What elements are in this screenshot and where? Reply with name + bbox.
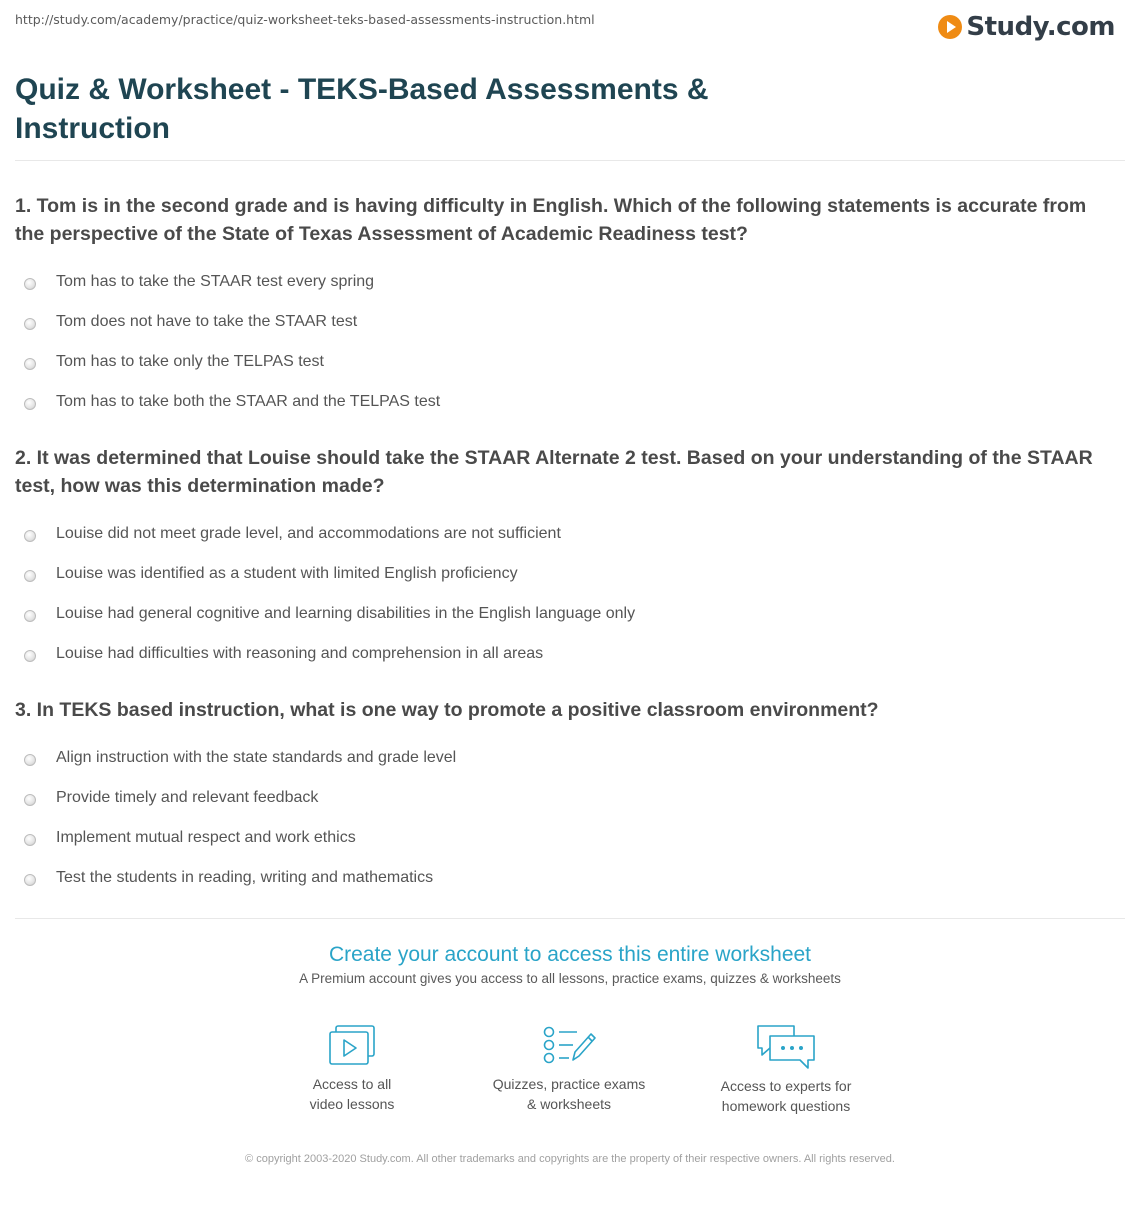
logo-text: Study.com bbox=[966, 12, 1115, 42]
answer-option[interactable] bbox=[15, 818, 1115, 858]
answer-label: Louise had general cognitive and learning disabilities in the English language only bbox=[56, 605, 636, 622]
answer-option[interactable] bbox=[15, 554, 1115, 594]
answer-option[interactable] bbox=[15, 634, 1115, 674]
radio-button-icon[interactable] bbox=[24, 874, 36, 886]
answer-option[interactable] bbox=[15, 738, 1115, 778]
answer-option[interactable] bbox=[15, 342, 1115, 382]
radio-button-icon[interactable] bbox=[24, 610, 36, 622]
answer-label: Test the students in reading, writing and mathematics bbox=[56, 869, 434, 886]
answer-option[interactable] bbox=[15, 514, 1115, 554]
question-text: 1. Tom is in the second grade and is having difficulty in English. Which of the following statements is accurate from the perspective of the State of Texas Assessment of Academic Readiness test? bbox=[15, 195, 1087, 245]
footer bbox=[0, 1151, 1140, 1168]
play-logo-icon bbox=[938, 15, 962, 39]
copyright-text: © copyright 2003-2020 Study.com. All other trademarks and copyrights are the property of their respective owners. All rights reserved. bbox=[245, 1153, 895, 1165]
answer-option[interactable] bbox=[15, 262, 1115, 302]
answer-label: Louise was identified as a student with limited English proficiency bbox=[56, 565, 518, 582]
radio-button-icon[interactable] bbox=[24, 834, 36, 846]
feature-label bbox=[262, 1074, 442, 1114]
feature-line-2: homework questions bbox=[721, 1098, 851, 1114]
answer-option[interactable] bbox=[15, 858, 1115, 898]
quiz-checklist-icon bbox=[539, 1022, 599, 1068]
page-url: http://study.com/academy/practice/quiz-worksheet-teks-based-assessments-instruction.html bbox=[15, 12, 595, 27]
radio-button-icon[interactable] bbox=[24, 318, 36, 330]
radio-button-icon[interactable] bbox=[24, 794, 36, 806]
answer-label: Provide timely and relevant feedback bbox=[56, 789, 319, 806]
answer-label: Tom has to take only the TELPAS test bbox=[56, 353, 324, 370]
feature-line-2: video lessons bbox=[309, 1096, 395, 1112]
answer-option[interactable] bbox=[15, 302, 1115, 342]
feature-experts bbox=[696, 1022, 876, 1116]
answer-label: Louise had difficulties with reasoning and comprehension in all areas bbox=[56, 645, 544, 662]
answer-label: Louise did not meet grade level, and accommodations are not sufficient bbox=[56, 525, 561, 542]
title-divider bbox=[15, 160, 1125, 161]
answer-label: Tom has to take the STAAR test every spring bbox=[56, 273, 375, 290]
signup-cta bbox=[0, 940, 1140, 986]
radio-button-icon[interactable] bbox=[24, 530, 36, 542]
feature-video-lessons bbox=[262, 1022, 442, 1114]
answer-label: Align instruction with the state standards and grade level bbox=[56, 749, 457, 766]
answer-option[interactable] bbox=[15, 382, 1115, 422]
question-text: 3. In TEKS based instruction, what is one way to promote a positive classroom environment? bbox=[15, 699, 879, 721]
answer-option[interactable] bbox=[15, 594, 1115, 634]
questions-divider bbox=[15, 918, 1125, 919]
study-logo[interactable] bbox=[938, 12, 1115, 42]
answer-list bbox=[15, 738, 1115, 898]
answer-option[interactable] bbox=[15, 778, 1115, 818]
answer-list bbox=[15, 262, 1115, 422]
question-1 bbox=[15, 192, 1115, 422]
feature-line-1: Quizzes, practice exams bbox=[492, 1076, 646, 1092]
video-lessons-icon bbox=[324, 1022, 380, 1068]
question-3 bbox=[15, 696, 1115, 898]
question-text: 2. It was determined that Louise should take the STAAR Alternate 2 test. Based on your understanding of the STAAR test, how was this determination made? bbox=[15, 447, 1093, 497]
radio-button-icon[interactable] bbox=[24, 570, 36, 582]
radio-button-icon[interactable] bbox=[24, 650, 36, 662]
answer-label: Tom does not have to take the STAAR test bbox=[56, 313, 358, 330]
feature-line-2: & worksheets bbox=[526, 1096, 612, 1112]
page-title: Quiz & Worksheet - TEKS-Based Assessments & Instruction bbox=[15, 73, 709, 145]
create-account-link[interactable]: Create your account to access this entire worksheet bbox=[328, 943, 812, 966]
chat-bubbles-icon bbox=[754, 1022, 818, 1070]
radio-button-icon[interactable] bbox=[24, 278, 36, 290]
feature-line-1: Access to experts for bbox=[720, 1078, 852, 1094]
cta-subtitle: A Premium account gives you access to all lessons, practice exams, quizzes & worksheets bbox=[299, 971, 841, 986]
answer-label: Tom has to take both the STAAR and the TELPAS test bbox=[56, 393, 441, 410]
answer-label: Implement mutual respect and work ethics bbox=[56, 829, 356, 846]
feature-label bbox=[696, 1076, 876, 1116]
top-bar bbox=[15, 12, 1125, 42]
radio-button-icon[interactable] bbox=[24, 754, 36, 766]
radio-button-icon[interactable] bbox=[24, 398, 36, 410]
answer-list bbox=[15, 514, 1115, 674]
feature-quizzes bbox=[479, 1022, 659, 1114]
feature-line-1: Access to all bbox=[312, 1076, 392, 1092]
question-2 bbox=[15, 444, 1115, 674]
radio-button-icon[interactable] bbox=[24, 358, 36, 370]
feature-label bbox=[479, 1074, 659, 1114]
